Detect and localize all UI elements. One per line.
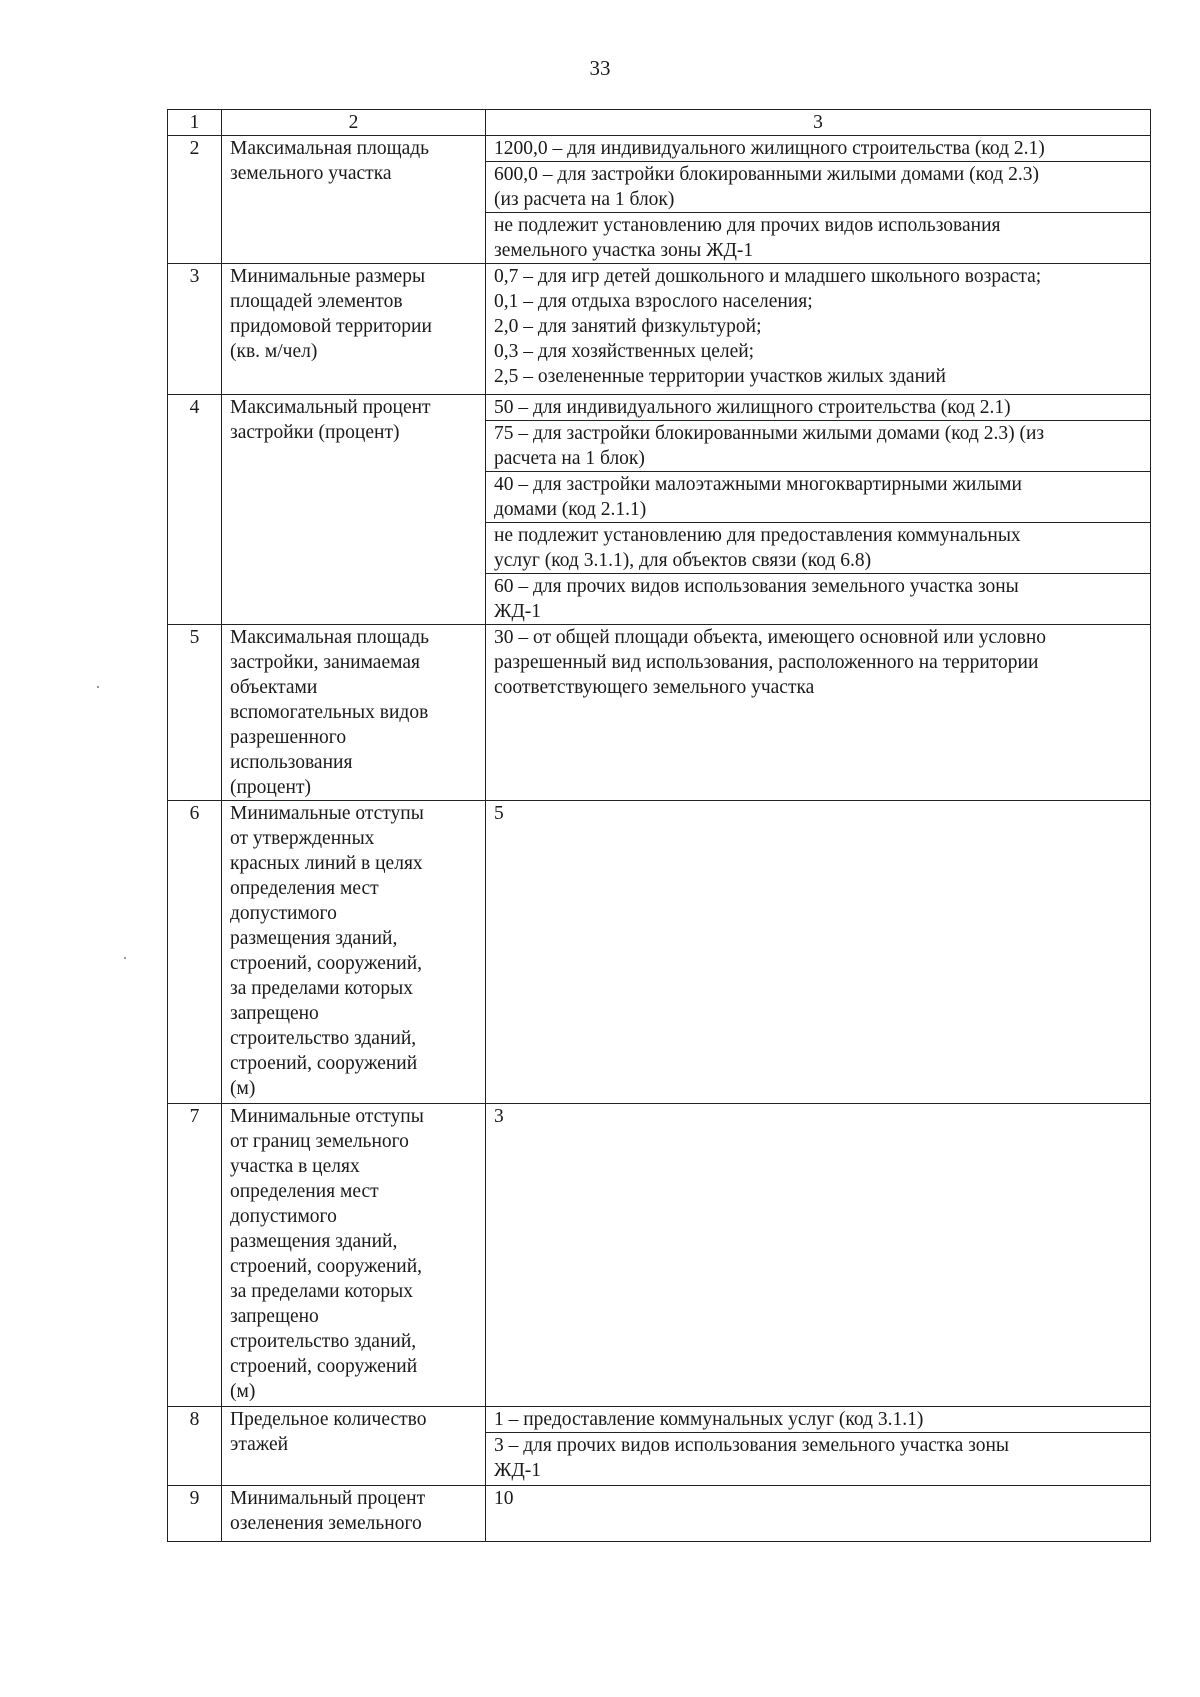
parameter-name-line: озеленения земельного: [230, 1513, 422, 1534]
value-line: 2,5 – озелененные территории участков жилых зданий: [494, 366, 946, 387]
regulations-table: [167, 109, 1151, 1542]
value-line: не подлежит установлению для предоставления коммунальных: [494, 525, 1021, 546]
parameter-name-line: застройки, занимаемая: [230, 652, 420, 673]
table-row: [168, 1104, 1151, 1407]
value-subcell: [485, 1407, 1150, 1432]
parameter-name-line: застройки (процент): [230, 422, 400, 443]
parameter-name-line: (м): [230, 1381, 256, 1402]
scan-speck: [97, 686, 99, 688]
parameter-name-line: определения мест: [230, 878, 379, 899]
parameter-name-line: допустимого: [230, 903, 337, 924]
table-row: [168, 395, 1151, 625]
parameter-name: [222, 1104, 486, 1407]
table-row: [168, 264, 1151, 395]
row-number: 3: [168, 264, 222, 395]
row-number: 6: [168, 801, 222, 1104]
parameter-name-line: Максимальный процент: [230, 397, 431, 418]
parameter-name-line: (процент): [230, 777, 311, 798]
parameter-name: [222, 136, 486, 264]
parameter-name-line: этажей: [230, 1434, 289, 1455]
parameter-name-line: размещения зданий,: [230, 928, 398, 949]
column-header-3: 3: [486, 110, 1151, 136]
parameter-name-line: придомовой территории: [230, 316, 432, 337]
parameter-name-line: допустимого: [230, 1206, 337, 1227]
parameter-name-line: участка в целях: [230, 1156, 360, 1177]
parameter-value: [486, 801, 1151, 1104]
scan-speck: [124, 957, 126, 959]
value-line: (из расчета на 1 блок): [494, 189, 675, 210]
parameter-name-line: площадей элементов: [230, 291, 403, 312]
parameter-name: [222, 625, 486, 801]
value-line: разрешенный вид использования, расположенного на территории: [494, 652, 1039, 673]
value-line: 2,0 – для занятий физкультурой;: [494, 316, 762, 337]
value-line: ЖД-1: [494, 1460, 542, 1481]
value-line: земельного участка зоны ЖД-1: [494, 240, 754, 261]
value-line: расчета на 1 блок): [494, 448, 645, 469]
value-line: 3 – для прочих видов использования земельного участка зоны: [494, 1435, 1010, 1456]
value-subcell: [485, 801, 1150, 826]
value-line: услуг (код 3.1.1), для объектов связи (код 6.8): [494, 550, 872, 571]
value-line: 1 – предоставление коммунальных услуг (код 3.1.1): [494, 1409, 924, 1430]
parameter-name-line: Минимальный процент: [230, 1488, 426, 1509]
parameter-value: [486, 625, 1151, 801]
parameter-name-line: разрешенного: [230, 727, 347, 748]
row-number: 9: [168, 1486, 222, 1542]
parameter-name-line: запрещено: [230, 1003, 319, 1024]
value-subcell: [485, 1432, 1150, 1483]
value-line: 60 – для прочих видов использования земельного участка зоны: [494, 576, 1019, 597]
parameter-name-line: строительство зданий,: [230, 1331, 417, 1352]
value-line: не подлежит установлению для прочих видов использования: [494, 215, 1001, 236]
parameter-name-line: Максимальная площадь: [230, 627, 430, 648]
value-line: 30 – от общей площади объекта, имеющего основной или условно: [494, 627, 1047, 648]
parameter-name-line: объектами: [230, 677, 318, 698]
table-body: [168, 110, 1151, 1542]
parameter-value: [486, 136, 1151, 264]
value-subcell: [485, 395, 1150, 420]
table-row: [168, 1407, 1151, 1486]
value-line: 0,3 – для хозяйственных целей;: [494, 341, 755, 362]
value-line: 3: [494, 1106, 504, 1127]
value-line: 0,7 – для игр детей дошкольного и младшего школьного возраста;: [494, 266, 1042, 287]
parameter-name-line: красных линий в целях: [230, 853, 423, 874]
value-line: соответствующего земельного участка: [494, 677, 815, 698]
table-row: [168, 136, 1151, 264]
parameter-name-line: строительство зданий,: [230, 1028, 417, 1049]
parameter-name-line: строений, сооружений: [230, 1356, 418, 1377]
parameter-name-line: (м): [230, 1078, 256, 1099]
value-line: 0,1 – для отдыха взрослого населения;: [494, 291, 813, 312]
parameter-value: [486, 395, 1151, 625]
value-subcell: [485, 1486, 1150, 1511]
parameter-name: [222, 801, 486, 1104]
value-subcell: [485, 471, 1150, 522]
page-number: 33: [589, 56, 611, 80]
parameter-name-line: строений, сооружений,: [230, 953, 423, 974]
value-subcell: [485, 573, 1150, 624]
table-row: [168, 625, 1151, 801]
value-line: ЖД-1: [494, 601, 542, 622]
parameter-name: [222, 1407, 486, 1486]
parameter-value: [486, 1104, 1151, 1407]
parameter-name-line: строений, сооружений: [230, 1053, 418, 1074]
column-header-2: 2: [222, 110, 486, 136]
value-subcell: [485, 1104, 1150, 1129]
table-row: [168, 1486, 1151, 1542]
parameter-value: [486, 1407, 1151, 1486]
parameter-name-line: Максимальная площадь: [230, 138, 430, 159]
parameter-name-line: Минимальные отступы: [230, 1106, 424, 1127]
value-line: 600,0 – для застройки блокированными жилыми домами (код 2.3): [494, 164, 1039, 185]
parameter-name-line: (кв. м/чел): [230, 341, 318, 362]
parameter-name-line: строений, сооружений,: [230, 1256, 423, 1277]
value-subcell: [485, 420, 1150, 471]
parameter-name-line: использования: [230, 752, 353, 773]
parameter-name-line: земельного участка: [230, 163, 392, 184]
row-number: 8: [168, 1407, 222, 1486]
parameter-name: [222, 264, 486, 395]
value-line: 40 – для застройки малоэтажными многоквартирными жилыми: [494, 474, 1022, 495]
row-number: 5: [168, 625, 222, 801]
value-subcell: [485, 625, 1150, 700]
value-subcell: [485, 522, 1150, 573]
parameter-name-line: от границ земельного: [230, 1131, 409, 1152]
row-number: 7: [168, 1104, 222, 1407]
value-line: 50 – для индивидуального жилищного строительства (код 2.1): [494, 397, 1011, 418]
value-subcell: [485, 136, 1150, 161]
row-number: 4: [168, 395, 222, 625]
parameter-value: [486, 264, 1151, 395]
parameter-name-line: от утвержденных: [230, 828, 375, 849]
parameter-name: [222, 395, 486, 625]
parameter-name-line: размещения зданий,: [230, 1231, 398, 1252]
parameter-name-line: за пределами которых: [230, 1281, 414, 1302]
parameter-name-line: вспомогательных видов: [230, 702, 429, 723]
parameter-name-line: Минимальные отступы: [230, 803, 424, 824]
row-number: 2: [168, 136, 222, 264]
parameter-name: [222, 1486, 486, 1542]
parameter-name-line: Минимальные размеры: [230, 266, 426, 287]
column-header-1: 1: [168, 110, 222, 136]
value-line: 5: [494, 803, 504, 824]
value-line: 10: [494, 1488, 514, 1509]
value-line: домами (код 2.1.1): [494, 499, 647, 520]
header-row: [168, 110, 1151, 136]
value-line: 1200,0 – для индивидуального жилищного строительства (код 2.1): [494, 138, 1045, 159]
value-subcell: [485, 161, 1150, 212]
parameter-name-line: за пределами которых: [230, 978, 414, 999]
value-subcell: [485, 212, 1150, 263]
parameter-name-line: Предельное количество: [230, 1409, 427, 1430]
value-line: 75 – для застройки блокированными жилыми домами (код 2.3) (из: [494, 423, 1045, 444]
parameter-value: [486, 1486, 1151, 1542]
parameter-name-line: запрещено: [230, 1306, 319, 1327]
parameter-name-line: определения мест: [230, 1181, 379, 1202]
table-row: [168, 801, 1151, 1104]
value-subcell: [485, 264, 1150, 389]
